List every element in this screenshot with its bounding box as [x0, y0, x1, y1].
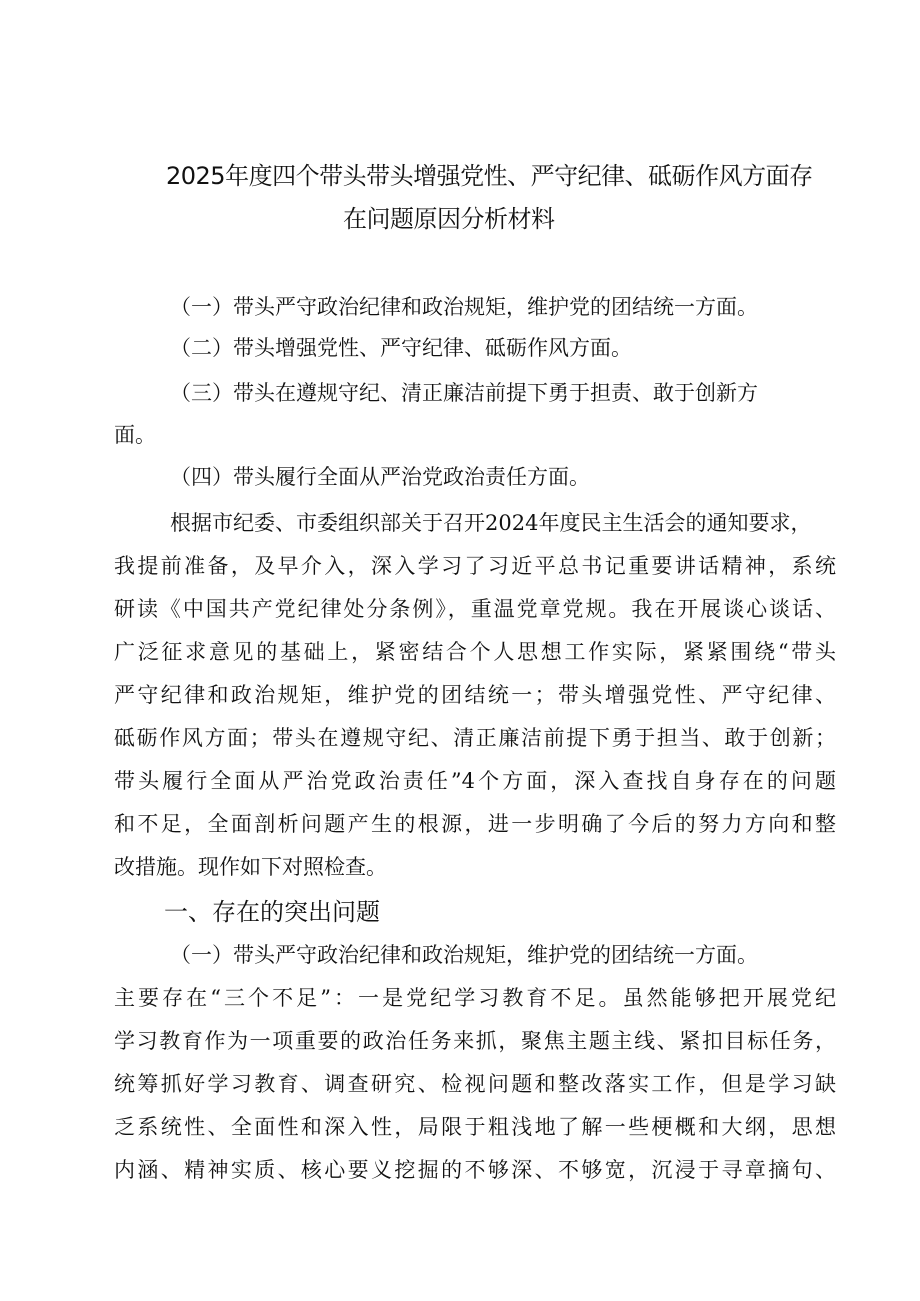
paragraph-line: 广泛征求意见的基础上，紧密结合个人思想工作实际，紧紧围绕“带头 — [114, 640, 836, 664]
paragraph-line: 学习教育作为一项重要的政治任务来抓，聚焦主题主线、紧扣目标任务， — [114, 1029, 836, 1053]
paragraph-line: 内涵、精神实质、核心要义挖掘的不够深、不够宽，沉浸于寻章摘句、 — [114, 1158, 836, 1182]
paragraph-line: 统筹抓好学习教育、调查研究、检视问题和整改落实工作，但是学习缺 — [114, 1072, 836, 1096]
paragraph-line: 根据市纪委、市委组织部关于召开2024年度民主生活会的通知要求， — [170, 511, 812, 535]
paragraph-line: 我提前准备，及早介入，深入学习了习近平总书记重要讲话精神，系统 — [114, 554, 836, 578]
paragraph-line: 乏系统性、全面性和深入性，局限于粗浅地了解一些梗概和大纲，思想 — [114, 1115, 836, 1139]
outline-item-3: （三）带头在遵规守纪、清正廉洁前提下勇于担责、敢于创新方 — [170, 381, 758, 405]
outline-item-3-cont: 面。 — [114, 423, 156, 447]
paragraph-line: 研读《中国共产党纪律处分条例》，重温党章党规。我在开展谈心谈话、 — [114, 597, 836, 621]
outline-item-4: （四）带头履行全面从严治党政治责任方面。 — [170, 465, 590, 489]
subsection-heading: （一）带头严守政治纪律和政治规矩，维护党的团结统一方面。 — [170, 943, 758, 967]
paragraph-line: 带头履行全面从严治党政治责任”4个方面，深入查找自身存在的问题 — [114, 769, 836, 793]
paragraph-line: 和不足，全面剖析问题产生的根源，进一步明确了今后的努力方向和整 — [114, 812, 836, 836]
outline-item-1: （一）带头严守政治纪律和政治规矩，维护党的团结统一方面。 — [170, 295, 758, 319]
paragraph-line: 砥砺作风方面；带头在遵规守纪、清正廉洁前提下勇于担当、敢于创新； — [114, 726, 836, 750]
document-title-line-1: 2025年度四个带头带头增强党性、严守纪律、砥砺作风方面存 — [166, 162, 813, 190]
paragraph-line: 严守纪律和政治规矩，维护党的团结统一；带头增强党性、严守纪律、 — [114, 683, 836, 707]
paragraph-line: 主要存在“三个不足”：一是党纪学习教育不足。虽然能够把开展党纪 — [114, 986, 836, 1010]
paragraph-line: 改措施。现作如下对照检查。 — [114, 855, 387, 879]
document-title-line-2: 在问题原因分析材料 — [343, 205, 555, 233]
section-heading: 一、存在的突出问题 — [164, 898, 380, 926]
outline-item-2: （二）带头增强党性、严守纪律、砥砺作风方面。 — [170, 336, 632, 360]
